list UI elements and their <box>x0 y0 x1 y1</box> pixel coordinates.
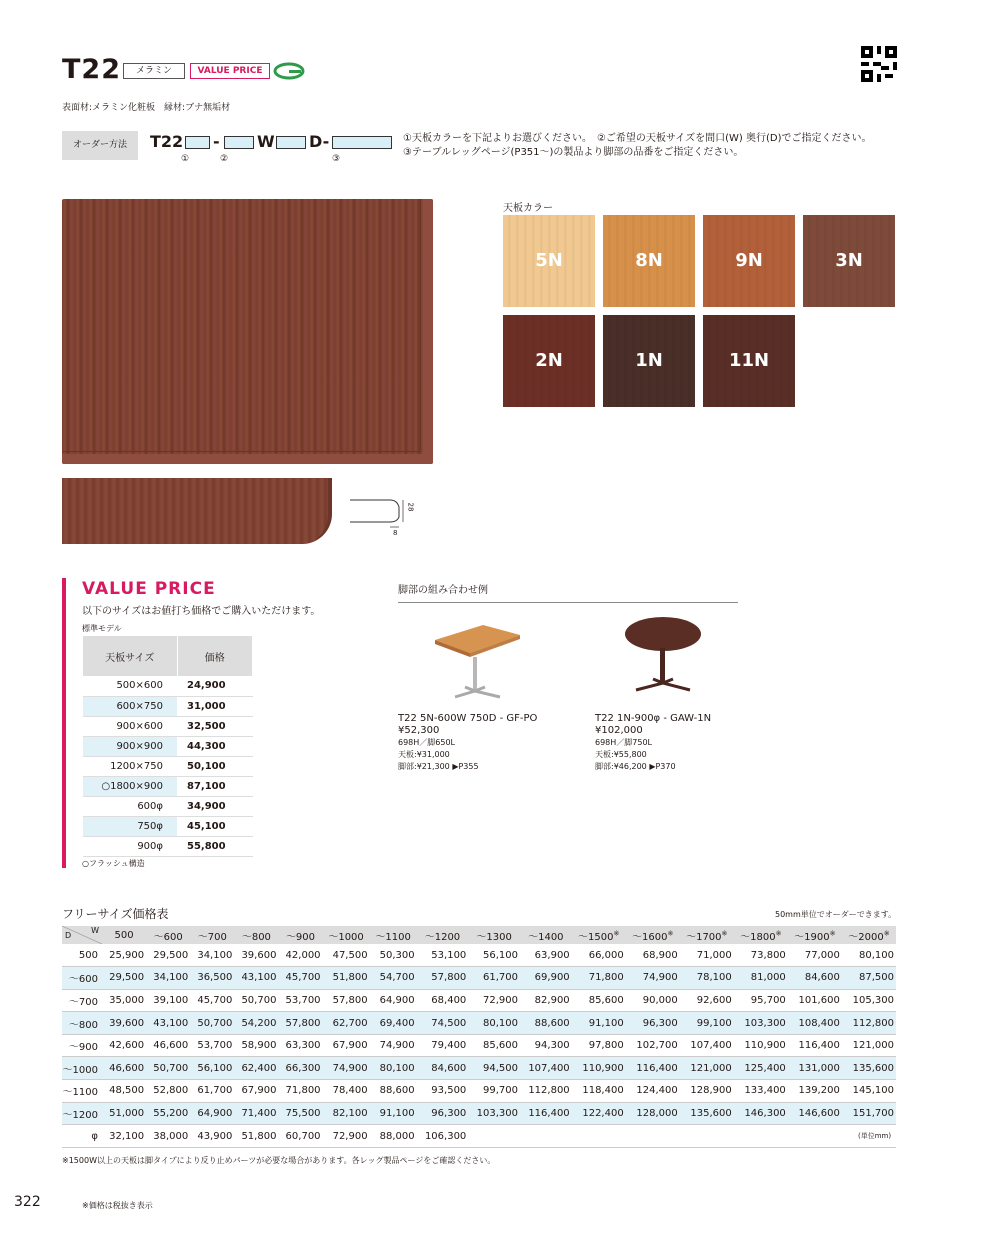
price-cell <box>520 1125 572 1148</box>
price-cell <box>572 1125 626 1148</box>
price-cell: 51,800 <box>234 1125 278 1148</box>
page-number: 322 <box>14 1194 41 1210</box>
asterisk-mark: ※ <box>667 929 674 938</box>
size-cell: 600×750 <box>83 696 177 716</box>
value-price-accent <box>62 578 66 868</box>
swatch-3n[interactable]: 3N <box>803 215 895 307</box>
price-cell: 34,100 <box>190 944 234 967</box>
price-cell: 56,100 <box>468 944 520 967</box>
depth-header: 〜800 <box>62 1012 102 1035</box>
price-cell: 82,900 <box>520 989 572 1012</box>
price-cell: 45,700 <box>278 967 322 990</box>
col-price: 価格 <box>177 636 253 676</box>
price-cell: 63,300 <box>278 1034 322 1057</box>
free-size-unit-note: 50mm単位でオーダーできます。 <box>775 910 897 919</box>
width-col-header <box>146 926 190 944</box>
standard-model-label: 標準モデル <box>82 624 122 633</box>
price-cell: 54,200 <box>234 1012 278 1035</box>
num-1: ① <box>181 154 190 164</box>
code-d: D- <box>309 132 330 151</box>
depth-slot <box>276 136 306 149</box>
width-col-label: 〜1700 <box>686 931 722 943</box>
width-col-header <box>788 926 842 944</box>
price-cell: 92,600 <box>680 989 734 1012</box>
price-cell: 125,400 <box>734 1057 788 1080</box>
code-prefix: T22 <box>150 132 184 151</box>
width-col-label: 〜1100 <box>375 931 411 943</box>
price-cell: 39,600 <box>102 1012 146 1035</box>
price-cell: 36,500 <box>190 967 234 990</box>
price-cell: 43,100 <box>234 967 278 990</box>
price-cell: 85,600 <box>468 1034 520 1057</box>
price-cell: 135,600 <box>680 1102 734 1125</box>
price-cell: 116,400 <box>788 1034 842 1057</box>
price-cell: 32,100 <box>102 1125 146 1148</box>
price-cell <box>680 1125 734 1148</box>
price-cell: 57,800 <box>417 967 469 990</box>
price-cell: 77,000 <box>788 944 842 967</box>
price-cell: 84,600 <box>788 967 842 990</box>
width-col-header <box>234 926 278 944</box>
price-cell: 81,000 <box>734 967 788 990</box>
price-row <box>62 1080 896 1103</box>
code-w: W <box>257 132 275 151</box>
value-price-row <box>83 676 253 696</box>
width-col-header <box>520 926 572 944</box>
price-cell <box>788 1125 842 1148</box>
price-cell: 43,100 <box>146 1012 190 1035</box>
price-cell: 91,100 <box>370 1102 417 1125</box>
legs-divider <box>398 602 738 603</box>
depth-header: 500 <box>62 944 102 967</box>
edge-height: 28 <box>406 502 415 512</box>
width-col-label: 〜1900 <box>794 931 830 943</box>
price-cell: 103,300 <box>734 1012 788 1035</box>
price-cell: 60,700 <box>278 1125 322 1148</box>
price-cell: 55,200 <box>146 1102 190 1125</box>
price-cell: 87,100 <box>177 776 253 796</box>
size-cell: 750φ <box>83 816 177 836</box>
width-col-header <box>278 926 322 944</box>
width-col-label: 〜1500 <box>578 931 614 943</box>
price-cell: 96,300 <box>626 1012 680 1035</box>
price-cell: 122,400 <box>572 1102 626 1125</box>
price-cell: 74,900 <box>323 1057 370 1080</box>
price-cell: 53,700 <box>278 989 322 1012</box>
price-cell: 31,000 <box>177 696 253 716</box>
price-cell: 74,900 <box>370 1034 417 1057</box>
price-cell: 42,600 <box>102 1034 146 1057</box>
price-cell: 46,600 <box>102 1057 146 1080</box>
price-cell: 69,400 <box>370 1012 417 1035</box>
num-3: ③ <box>332 154 341 164</box>
price-cell: 128,000 <box>626 1102 680 1125</box>
order-code <box>150 132 183 151</box>
price-cell <box>734 1125 788 1148</box>
price-row <box>62 944 896 967</box>
price-cell: 90,000 <box>626 989 680 1012</box>
size-cell: 900×600 <box>83 716 177 736</box>
num-2: ② <box>220 154 229 164</box>
legs-title: 脚部の組み合わせ例 <box>398 585 488 596</box>
depth-header: 〜900 <box>62 1034 102 1057</box>
example-price: ¥52,300 <box>398 725 440 736</box>
price-row <box>62 967 896 990</box>
price-cell: 116,400 <box>626 1057 680 1080</box>
width-col-label: 〜900 <box>285 931 316 943</box>
price-cell: 29,500 <box>146 944 190 967</box>
width-col-label: 〜1800 <box>740 931 776 943</box>
price-cell: 66,300 <box>278 1057 322 1080</box>
price-cell: 43,900 <box>190 1125 234 1148</box>
asterisk-mark: ※ <box>721 929 728 938</box>
depth-header: φ <box>62 1125 102 1148</box>
value-price-tag: VALUE PRICE <box>190 63 270 79</box>
swatch-5n[interactable]: 5N <box>503 215 595 307</box>
size-cell: 900×900 <box>83 736 177 756</box>
asterisk-mark: ※ <box>775 929 782 938</box>
price-cell: 71,000 <box>680 944 734 967</box>
price-cell: 121,000 <box>842 1034 896 1057</box>
width-col-label: 〜1600 <box>632 931 668 943</box>
material-tag: メラミン <box>123 63 185 79</box>
depth-header: 〜700 <box>62 989 102 1012</box>
tabletop-inner-edge <box>62 199 421 452</box>
order-method-label: オーダー方法 <box>62 131 138 160</box>
materials-text: 表面材:メラミン化粧板 縁材:ブナ無垢材 <box>62 103 231 113</box>
price-cell: 110,900 <box>734 1034 788 1057</box>
price-cell: 87,500 <box>842 967 896 990</box>
price-cell: 72,900 <box>323 1125 370 1148</box>
price-cell: 46,600 <box>146 1034 190 1057</box>
price-cell: 68,900 <box>626 944 680 967</box>
price-cell: 88,000 <box>370 1125 417 1148</box>
value-price-row <box>83 696 253 716</box>
price-cell: 68,400 <box>417 989 469 1012</box>
price-cell: 124,400 <box>626 1080 680 1103</box>
price-cell: 42,000 <box>278 944 322 967</box>
size-cell: 600φ <box>83 796 177 816</box>
price-cell: 94,300 <box>520 1034 572 1057</box>
price-cell: 24,900 <box>177 676 253 696</box>
price-cell: 39,600 <box>234 944 278 967</box>
width-col-header <box>680 926 734 944</box>
price-cell: 121,000 <box>680 1057 734 1080</box>
price-cell: 93,500 <box>417 1080 469 1103</box>
width-col-header <box>190 926 234 944</box>
price-row <box>62 1012 896 1035</box>
asterisk-mark: ※ <box>883 929 890 938</box>
price-cell: 35,000 <box>102 989 146 1012</box>
price-cell <box>626 1125 680 1148</box>
price-cell: 57,800 <box>278 1012 322 1035</box>
size-cell: ○1800×900 <box>83 776 177 796</box>
price-cell: 47,500 <box>323 944 370 967</box>
width-col-header <box>468 926 520 944</box>
price-cell: 108,400 <box>788 1012 842 1035</box>
price-cell: 95,700 <box>734 989 788 1012</box>
swatch-9n[interactable]: 9N <box>703 215 795 307</box>
price-cell: 110,900 <box>572 1057 626 1080</box>
price-cell: 53,100 <box>417 944 469 967</box>
price-cell: 97,800 <box>572 1034 626 1057</box>
width-col-header <box>572 926 626 944</box>
size-cell: 900φ <box>83 836 177 856</box>
price-cell: 91,100 <box>572 1012 626 1035</box>
depth-header: 〜1200 <box>62 1102 102 1125</box>
width-col-header <box>626 926 680 944</box>
price-cell: 58,900 <box>234 1034 278 1057</box>
price-cell: 80,100 <box>370 1057 417 1080</box>
price-cell: 72,900 <box>468 989 520 1012</box>
price-cell: 66,000 <box>572 944 626 967</box>
price-cell: 80,100 <box>842 944 896 967</box>
price-cell: 32,500 <box>177 716 253 736</box>
leg-example-1 <box>398 713 537 773</box>
price-cell: 99,700 <box>468 1080 520 1103</box>
corner-header <box>62 926 102 944</box>
free-size-table <box>62 926 896 1148</box>
width-col-header <box>842 926 896 944</box>
example-leg-price[interactable]: 脚部:¥46,200 ▶P370 <box>595 762 676 771</box>
swatch-2n[interactable]: 2N <box>503 315 595 407</box>
example-top-price: 天板:¥55,800 <box>595 750 647 759</box>
price-cell: 79,400 <box>417 1034 469 1057</box>
swatch-8n[interactable]: 8N <box>603 215 695 307</box>
depth-header: 〜1100 <box>62 1080 102 1103</box>
price-cell: 51,000 <box>102 1102 146 1125</box>
price-cell: 85,600 <box>572 989 626 1012</box>
price-cell: 128,900 <box>680 1080 734 1103</box>
width-col-header <box>370 926 417 944</box>
price-cell: 57,800 <box>323 989 370 1012</box>
width-col-label: 〜1000 <box>328 931 364 943</box>
price-cell: 78,400 <box>323 1080 370 1103</box>
price-cell: 112,800 <box>842 1012 896 1035</box>
price-cell: 44,300 <box>177 736 253 756</box>
corner-diagonal <box>62 926 102 944</box>
example-dims: 698H／脚650L <box>398 738 456 747</box>
price-cell: 62,700 <box>323 1012 370 1035</box>
price-cell: 88,600 <box>520 1012 572 1035</box>
width-col-label: 〜1200 <box>424 931 461 943</box>
qr-code-icon[interactable] <box>861 46 897 82</box>
price-cell: 38,000 <box>146 1125 190 1148</box>
price-cell: 146,600 <box>788 1102 842 1125</box>
edge-width: 8 <box>393 529 398 537</box>
value-price-row <box>83 836 253 856</box>
price-row <box>62 1034 896 1057</box>
price-cell: 112,800 <box>520 1080 572 1103</box>
swatch-11n[interactable]: 11N <box>703 315 795 407</box>
price-cell: 107,400 <box>680 1034 734 1057</box>
price-row <box>62 1102 896 1125</box>
size-cell: 500×600 <box>83 676 177 696</box>
order-notes: ①天板カラーを下記よりお選びください。 ②ご希望の天板サイズを間口(W) 奥行(D)でご指定ください。 ③テーブルレッグページ(P351〜)の製品より脚部の品番をご指定ください。 <box>403 133 872 158</box>
width-col-header <box>734 926 788 944</box>
palette-title: 天板カラー <box>503 203 553 214</box>
price-cell: 56,100 <box>190 1057 234 1080</box>
price-cell: 146,300 <box>734 1102 788 1125</box>
price-cell: 61,700 <box>468 967 520 990</box>
example-name: T22 1N-900φ - GAW-1N <box>595 713 712 724</box>
price-cell: 82,100 <box>323 1102 370 1125</box>
price-cell: 53,700 <box>190 1034 234 1057</box>
green-logo-icon <box>273 62 305 80</box>
leg-slot <box>332 136 392 149</box>
price-row <box>62 1057 896 1080</box>
value-price-row <box>83 756 253 776</box>
price-cell: 34,100 <box>146 967 190 990</box>
price-cell: 135,600 <box>842 1057 896 1080</box>
square-table-image <box>425 615 525 705</box>
value-price-row <box>83 816 253 836</box>
price-cell: 99,100 <box>680 1012 734 1035</box>
price-cell: 74,900 <box>626 967 680 990</box>
price-cell: 29,500 <box>102 967 146 990</box>
price-cell: 55,800 <box>177 836 253 856</box>
price-cell: 102,700 <box>626 1034 680 1057</box>
price-cell: 34,900 <box>177 796 253 816</box>
price-cell: 94,500 <box>468 1057 520 1080</box>
price-cell: 69,900 <box>520 967 572 990</box>
edge-profile-diagram <box>345 495 415 540</box>
col-size: 天板サイズ <box>83 636 177 676</box>
unit-label: (単位mm) <box>858 1132 892 1140</box>
leg-example-2 <box>595 713 711 773</box>
width-slot <box>224 136 254 149</box>
width-col-label: 〜600 <box>153 931 183 943</box>
tax-note: ※価格は税抜き表示 <box>82 1201 153 1210</box>
price-cell: 67,900 <box>234 1080 278 1103</box>
size-cell: 1200×750 <box>83 756 177 776</box>
price-cell: 107,400 <box>520 1057 572 1080</box>
price-cell: 71,400 <box>234 1102 278 1125</box>
price-cell: 84,600 <box>417 1057 469 1080</box>
product-title: T22 <box>62 54 121 85</box>
price-cell: 96,300 <box>417 1102 469 1125</box>
price-cell: 64,900 <box>190 1102 234 1125</box>
price-cell: 139,200 <box>788 1080 842 1103</box>
price-cell: 54,700 <box>370 967 417 990</box>
value-price-row <box>83 716 253 736</box>
price-cell: 80,100 <box>468 1012 520 1035</box>
price-cell: 88,600 <box>370 1080 417 1103</box>
price-cell: 63,900 <box>520 944 572 967</box>
example-leg-price[interactable]: 脚部:¥21,300 ▶P355 <box>398 762 479 771</box>
price-cell: 74,500 <box>417 1012 469 1035</box>
price-cell: 48,500 <box>102 1080 146 1103</box>
price-cell: 39,100 <box>146 989 190 1012</box>
price-cell: 73,800 <box>734 944 788 967</box>
example-top-price: 天板:¥31,000 <box>398 750 450 759</box>
asterisk-mark: ※ <box>613 929 620 938</box>
width-col-header <box>417 926 469 944</box>
width-col-label: 〜2000 <box>848 931 884 943</box>
price-cell: 50,700 <box>234 989 278 1012</box>
price-cell: 131,000 <box>788 1057 842 1080</box>
price-cell: 78,100 <box>680 967 734 990</box>
depth-header: 〜1000 <box>62 1057 102 1080</box>
width-col-header <box>323 926 370 944</box>
price-cell: 67,900 <box>323 1034 370 1057</box>
value-price-row <box>83 776 253 796</box>
example-dims: 698H／脚750L <box>595 738 653 747</box>
width-col-label: 〜1400 <box>528 931 564 943</box>
value-price-table <box>83 636 253 857</box>
width-col-label: 〜800 <box>241 931 271 943</box>
price-cell: 118,400 <box>572 1080 626 1103</box>
depth-header: 〜600 <box>62 967 102 990</box>
flush-note: ○フラッシュ構造 <box>82 859 145 868</box>
free-size-title: フリーサイズ価格表 <box>62 907 169 921</box>
example-price: ¥102,000 <box>595 725 643 736</box>
price-cell: 51,800 <box>323 967 370 990</box>
price-cell: 64,900 <box>370 989 417 1012</box>
free-size-footnote: ※1500W以上の天板は脚タイプにより反り止めパーツが必要な場合があります。各レッグ製品ページをご確認ください。 <box>62 1156 496 1165</box>
price-cell: 133,400 <box>734 1080 788 1103</box>
swatch-1n[interactable]: 1N <box>603 315 695 407</box>
price-row <box>62 989 896 1012</box>
round-table-image <box>618 612 708 697</box>
width-col-label: 〜1300 <box>476 931 512 943</box>
value-price-title: VALUE PRICE <box>82 579 216 599</box>
price-cell: 62,400 <box>234 1057 278 1080</box>
price-cell <box>468 1125 520 1148</box>
price-cell: 25,900 <box>102 944 146 967</box>
asterisk-mark: ※ <box>829 929 836 938</box>
value-price-subtitle: 以下のサイズはお値打ち価格でご購入いただけます。 <box>82 606 321 617</box>
price-cell: 75,500 <box>278 1102 322 1125</box>
price-cell: 106,300 <box>417 1125 469 1148</box>
price-cell: 50,700 <box>190 1012 234 1035</box>
width-col-label: 〜700 <box>197 931 227 943</box>
price-cell: 50,700 <box>146 1057 190 1080</box>
price-cell: 52,800 <box>146 1080 190 1103</box>
value-price-row <box>83 796 253 816</box>
width-col-label: 500 <box>114 929 134 941</box>
price-cell: 145,100 <box>842 1080 896 1103</box>
price-cell: 105,300 <box>842 989 896 1012</box>
price-cell: 45,700 <box>190 989 234 1012</box>
price-cell: 103,300 <box>468 1102 520 1125</box>
value-price-row <box>83 736 253 756</box>
code-sep: - <box>213 132 220 151</box>
price-cell: 71,800 <box>278 1080 322 1103</box>
price-row <box>62 1125 896 1148</box>
price-cell: 50,100 <box>177 756 253 776</box>
price-cell: 151,700 <box>842 1102 896 1125</box>
price-cell: 61,700 <box>190 1080 234 1103</box>
price-cell: 101,600 <box>788 989 842 1012</box>
price-cell: 50,300 <box>370 944 417 967</box>
edge-image <box>62 478 332 544</box>
price-cell: 45,100 <box>177 816 253 836</box>
example-name: T22 5N-600W 750D - GF-PO <box>398 713 538 724</box>
width-col-header <box>102 926 146 944</box>
corner-d: D <box>65 931 72 940</box>
corner-w: W <box>91 926 99 935</box>
price-cell: 116,400 <box>520 1102 572 1125</box>
color-slot <box>185 136 210 149</box>
price-cell: 71,800 <box>572 967 626 990</box>
